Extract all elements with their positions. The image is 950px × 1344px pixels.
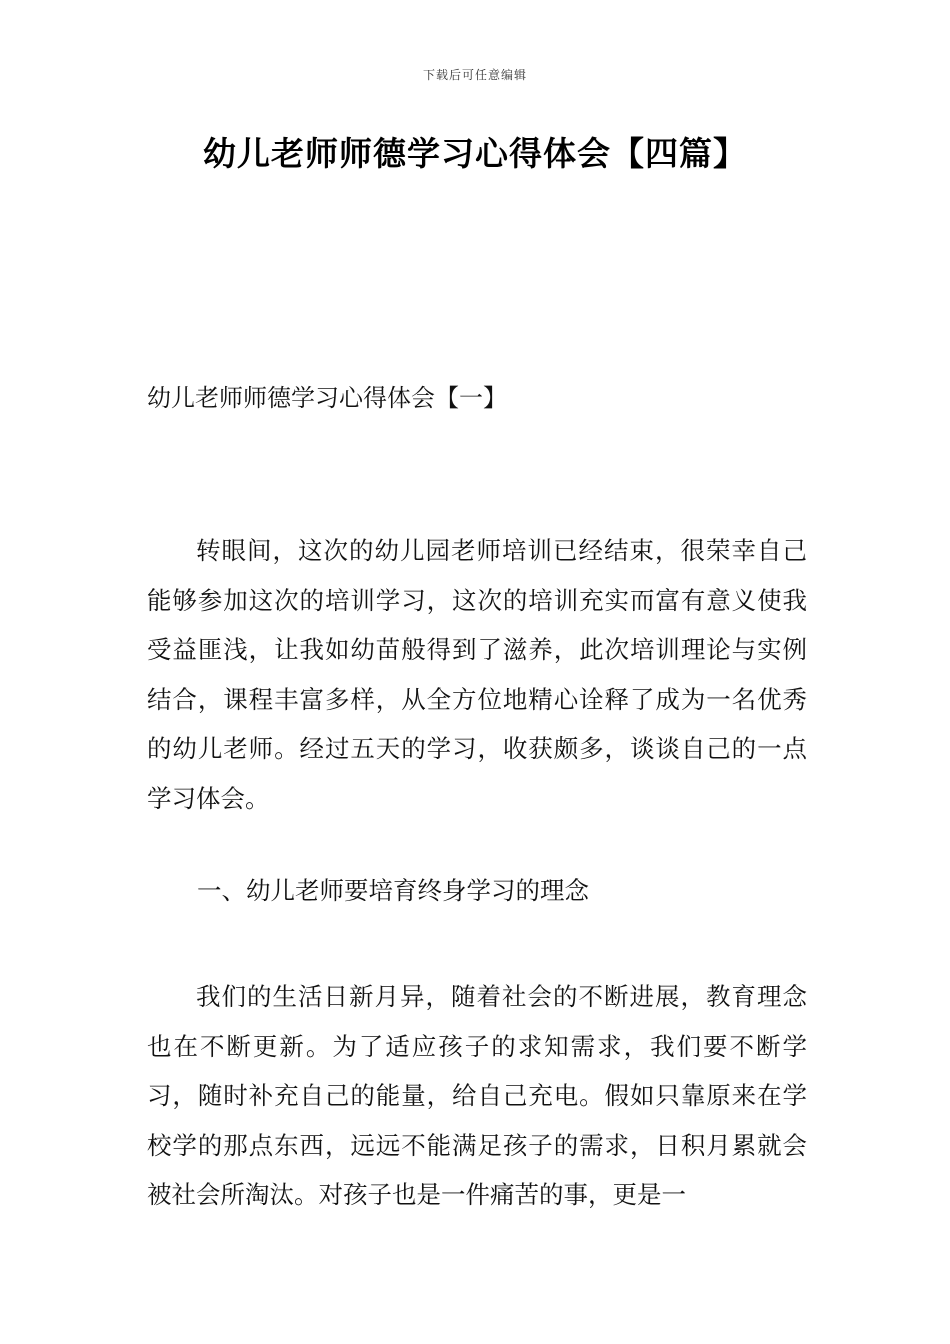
section-heading: 幼儿老师师德学习心得体会【一】: [147, 384, 507, 412]
document-title: 幼儿老师师德学习心得体会【四篇】: [203, 134, 747, 173]
body-paragraph-1: 转眼间，这次的幼儿园老师培训已经结束，很荣幸自己能够参加这次的培训学习，这次的培训充实而富有意义使我受益匪浅，让我如幼苗般得到了滋养，此次培训理论与实例结合，课程丰富多样，从全方位地精心诠释了成为一名优秀的幼儿老师。经过五天的学习，收获颇多，谈谈自己的一点学习体会。: [147, 536, 807, 813]
header-note: 下载后可任意编辑: [422, 68, 527, 82]
sub-heading: 一、幼儿老师要培育终身学习的理念: [197, 876, 589, 905]
body-paragraph-2: 我们的生活日新月异，随着社会的不断进展，教育理念也在不断更新。为了适应孩子的求知需求，我们要不断学习，随时补充自己的能量，给自己充电。假如只靠原来在学校学的那点东西，远远不能满足孩子的需求，日积月累就会被社会所淘汰。对孩子也是一件痛苦的事，更是一: [147, 982, 807, 1209]
